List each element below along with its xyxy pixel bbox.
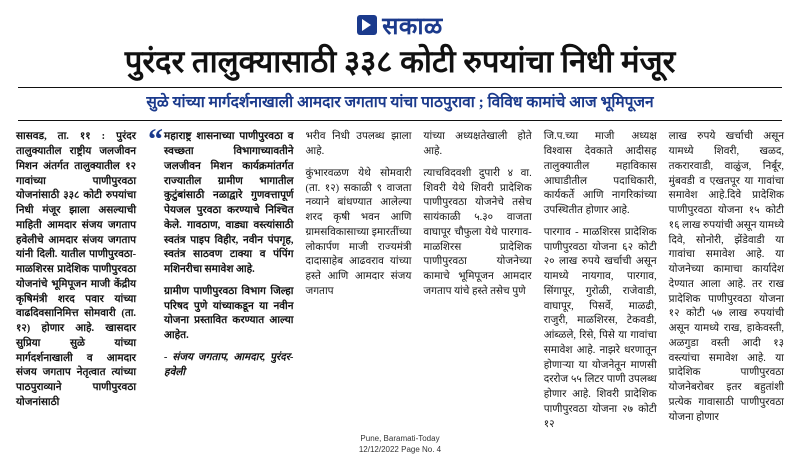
sakal-arrow-logo-icon (357, 15, 377, 35)
pullquote-paragraph-2: ग्रामीण पाणीपुरवठा विभाग जिल्हा परिषद पुणे यांच्याकडून या नवीन योजना प्रस्तावित करण्यात आल्या आहेत. (164, 285, 294, 342)
article-column-5 (544, 130, 657, 439)
masthead-title: सकाळ (382, 13, 443, 40)
article-column-6 (669, 130, 784, 439)
column-4-paragraph-1: यांच्या अध्यक्षतेखाली होते आहे. (423, 131, 532, 157)
article-pullquote (148, 123, 294, 439)
column-6-paragraph-1: लाख रुपये खर्चाची असून यामध्ये शिवरी, खळद, तकरारवाडी, वाळुंज, निर्बूर, मुंबवडी व एखतपूर या गावांचा समावेश आहे.दिवे प्रादेशिक पाणीपुरवठा योजना १५ कोटी १६ लाख रुपयांची असून यामध्ये दिवे, सोनोरी, झेंडेवाडी या गावांचा समावेश आहे. या योजनेच्या कामाचा कार्यादेश देण्यात आला आहे. तर राख प्रादेशिक पाणीपुरवठा योजना १२ कोटी ५७ लाख रुपयांची असून यामध्ये राख, हाकेवस्ती, अळगुडा वस्ती आदी १३ वस्त्यांचा समावेश आहे. या प्रादेशिक पाणीपुरवठा योजनेबरोबर इतर बहुतांशी प्रत्येक गावासाठी पाणीपुरवठा योजना होणार (668, 131, 784, 423)
footer-date-page: 12/12/2022 Page No. 4 (358, 445, 442, 455)
article-column-1 (16, 130, 136, 439)
quotation-mark-icon: “ (148, 123, 164, 157)
pullquote-paragraph-1: महाराष्ट्र शासनाच्या पाणीपुरवठा व स्वच्छता विभागाच्यावतीने जलजीवन मिशन कार्यक्रमांतर्गत राज्यातील ग्रामीण भागातील कुटुंबांसाठी नळाद्वारे गुणवत्तापूर्ण पेयजल पुरवठा करण्याचे निश्चित केले. गावठाण, वाड्या वस्त्यांसाठी स्वतंत्र पाइप विहीर, नवीन पंपगृह, स्वतंत्र साठवण टाक्या व पंपिंग मशिनरीचा समावेश आहे. (164, 131, 294, 276)
column-4-paragraph-2: त्याचविदवशी दुपारी ४ वा. शिवरी येथे शिवरी प्रादेशिक पाणीपुरवठा योजनेचे तसेच सायंकाळी ५.३० वाजता वाघापूर चौफुला येथे पारगाव-माळशिरस प्रादेशिक पाणीपुरवठा योजनेच्या कामाचे भूमिपूजन आमदार जगताप यांचे हस्ते तसेच पुणे (423, 167, 532, 297)
column-1-paragraph-1: सासवड, ता. ११ : पुरंदर तालुक्यातील राष्ट्रीय जलजीवन मिशन अंतर्गत तालुक्यातील १२ गावांच्या पाणीपुरवठा योजनांसाठी ३३८ कोटी रुपयांचा निधी मंजूर झाला असल्याची माहिती आमदार संजय जगताप हवेलीचे आमदार संजय जगताप यांनी दिली. यातील पाणीपुरवठा- माळशिरस प्रादेशिक पाणीपुरवठा योजनांचे भूमिपूजन माजी केंद्रीय कृषिमंत्री शरद पवार यांच्या वाढदिवसानिमित्त सोमवारी (ता. १२) होणार आहे. खासदार सुप्रिया सुळे यांच्या मार्गदर्शनाखाली व आमदार संजय जगताप नेतृत्वात त्यांच्या पाठपुराव्याने पाणीपुरवठा योजनांसाठी (16, 131, 137, 409)
article-column-4 (423, 130, 531, 439)
column-5-paragraph-2: पारगाव - माळशिरस प्रादेशिक पाणीपुरवठा योजना ६२ कोटी २० लाख रुपये खर्चाची असून यामध्ये नायगाव, पारगाव, सिंगापूर, गुरोळी, राजेवाडी, वाघापूर, पिसर्वे, माळढी, राजुरी, माळशिरस, टेकवडी, आंब्ळले, रिसे, पिसे या गावांचा समावेश आहे. नाझरे धरणातून होणाऱ्या या योजनेतून माणसी दररोज ५५ लिटर पाणी उपलब्ध होणार आहे. शिवरी प्रादेशिक पाणीपुरवठा योजना २७ कोटी १२ (543, 226, 657, 430)
page-footer (0, 434, 800, 456)
article-column-3 (306, 130, 412, 439)
headline-block (0, 42, 800, 80)
footer-location: Pune, Baramati-Today (360, 434, 440, 444)
column-3-paragraph-1: भरीव निधी उपलब्ध झाला आहे. (305, 131, 412, 157)
article-columns (0, 121, 800, 439)
column-5-paragraph-1: जि.प.च्या माजी अध्यक्ष विश्वास देवकाते आदीसह तालुक्यातील महाविकास आघाडीतील पदाधिकारी, कार्यकर्ते आणि नागरिकांच्या उपस्थितीत होणार आहे. (543, 131, 657, 217)
masthead (0, 0, 800, 42)
pullquote-attribution: - संजय जगताप, आमदार, पुरंदर-हवेली (164, 351, 294, 378)
page-headline: पुरंदर तालुक्यासाठी ३३८ कोटी रुपयांचा निधी मंजूर (124, 44, 676, 79)
sakal-logo (357, 9, 443, 42)
page-subheadline: सुळे यांच्या मार्गदर्शनाखाली आमदार जगताप यांचा पाठपुरावा ; विविध कामांचे आज भूमिपूजन (146, 93, 654, 111)
column-3-paragraph-2: कुंभारवळण येथे सोमवारी (ता. १२) सकाळी ९ वाजता नव्याने बांधण्यात आलेल्या शरद कृषी भवन आणि ग्रामसविकासाच्या इमारतींच्या लोकार्पण माजी राज्यमंत्री दादासाहेब आढवराव यांच्या हस्ते आणि आमदार संजय जगताप (305, 167, 412, 297)
